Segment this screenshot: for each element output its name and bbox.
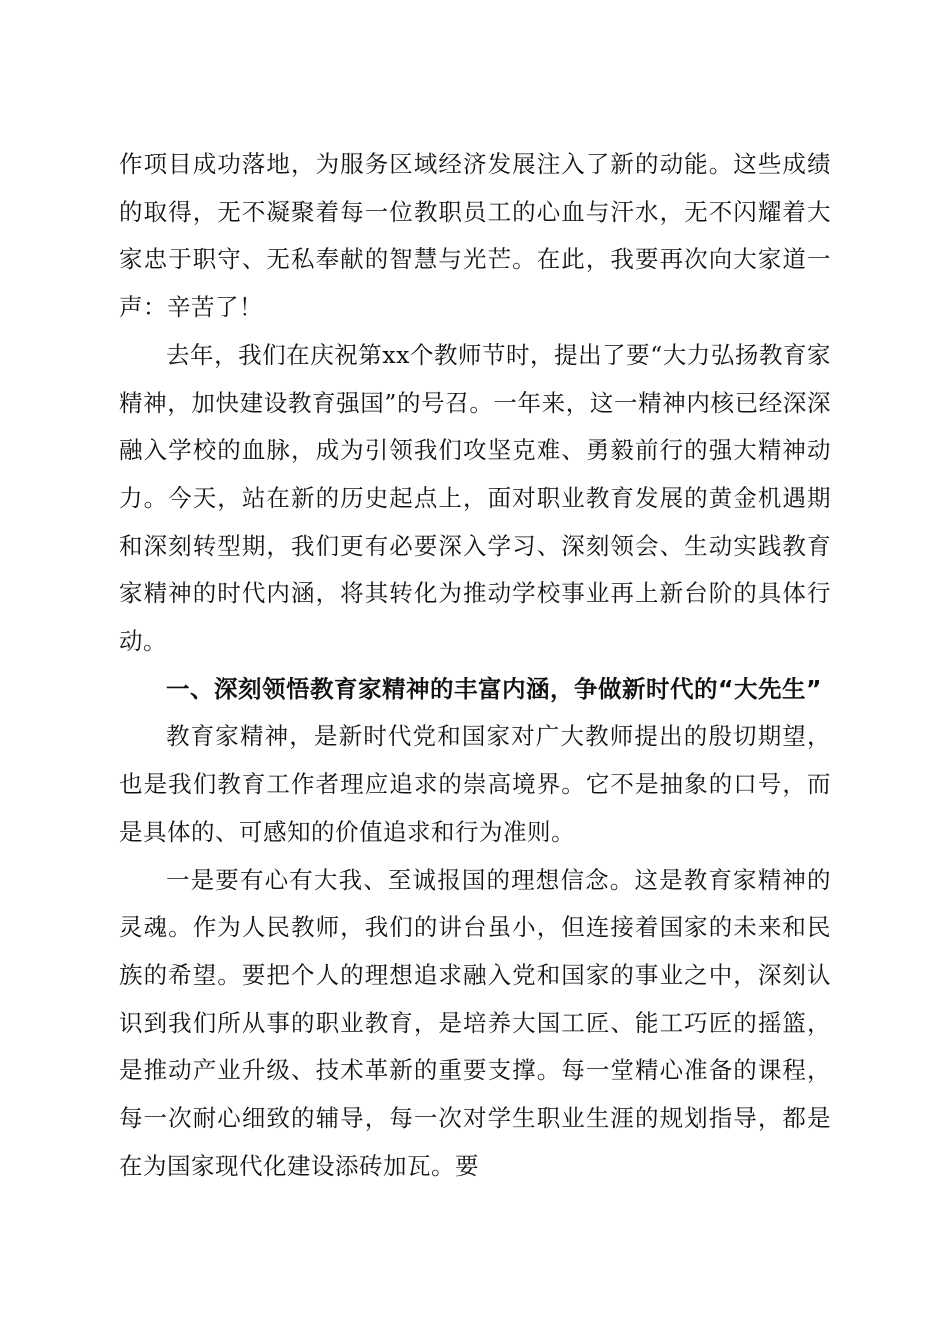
paragraph-teachers-day-call: 去年，我们在庆祝第xx个教师节时，提出了要“大力弘扬教育家精神，加快建设教育强国”的号召。一年来，这一精神内核已经深深融入学校的血脉，成为引领我们攻坚克难、勇毅前行的强大精神动力。今天，站在新的历史起点上，面对职业教育发展的黄金机遇期和深刻转型期，我们更有必要深入学习、深刻领会、生动实践教育家精神的时代内涵，将其转化为推动学校事业再上新台阶的具体行动。 bbox=[119, 340, 831, 656]
document-body bbox=[119, 141, 831, 1190]
paragraph-continued: 作项目成功落地，为服务区域经济发展注入了新的动能。这些成绩的取得，无不凝聚着每一位教职员工的心血与汗水，无不闪耀着大家忠于职守、无私奉献的智慧与光芒。在此，我要再次向大家道一声：辛苦了！ bbox=[119, 150, 831, 322]
paragraph-ideals-belief: 一是要有心有大我、至诚报国的理想信念。这是教育家精神的灵魂。作为人民教师，我们的讲台虽小，但连接着国家的未来和民族的希望。要把个人的理想追求融入党和国家的事业之中，深刻认识到我们所从事的职业教育，是培养大国工匠、能工巧匠的摇篮，是推动产业升级、技术革新的重要支撑。每一堂精心准备的课程，每一次耐心细致的辅导，每一次对学生职业生涯的规划指导，都是在为国家现代化建设添砖加瓦。要 bbox=[119, 865, 831, 1180]
section-heading-1: 一、深刻领悟教育家精神的丰富内涵，争做新时代的“大先生” bbox=[166, 674, 822, 703]
paragraph-educator-spirit: 教育家精神，是新时代党和国家对广大教师提出的殷切期望，也是我们教育工作者理应追求的崇高境界。它不是抽象的口号，而是具体的、可感知的价值追求和行为准则。 bbox=[119, 722, 831, 846]
